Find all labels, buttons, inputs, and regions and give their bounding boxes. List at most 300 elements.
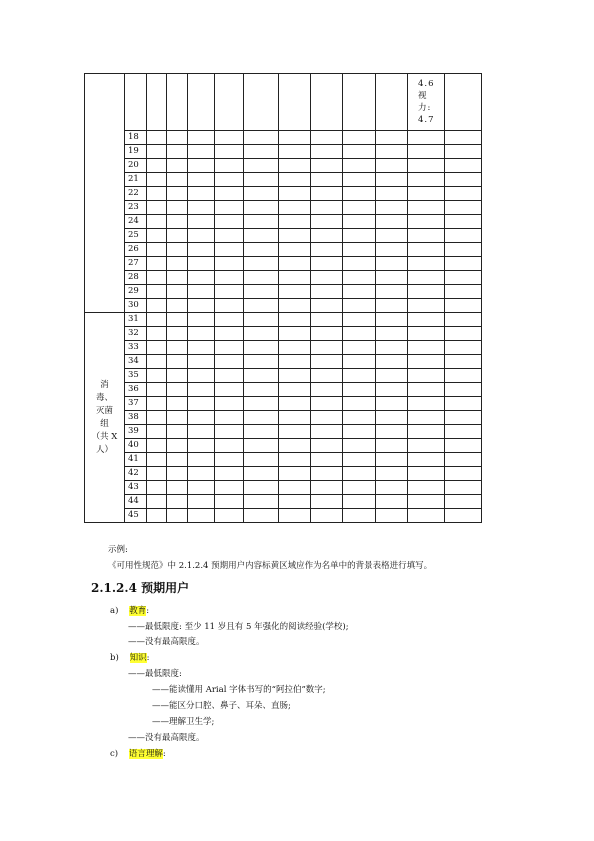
table-cell: [343, 159, 376, 173]
table-cell: [311, 145, 343, 159]
table-cell: [376, 509, 408, 523]
table-cell: [188, 327, 215, 341]
table-cell: [343, 355, 376, 369]
table-cell: [311, 299, 343, 313]
table-cell: [279, 215, 311, 229]
item-a: a) 教育:: [110, 606, 150, 616]
table-cell: [279, 243, 311, 257]
table-cell: [188, 481, 215, 495]
table-cell: [215, 425, 244, 439]
table-cell: [215, 285, 244, 299]
row-number: 45: [125, 509, 147, 523]
table-cell: [147, 481, 167, 495]
table-cell: [445, 299, 482, 313]
table-row: [85, 229, 482, 243]
table-cell: [311, 341, 343, 355]
row-number: 44: [125, 495, 147, 509]
table-cell: [279, 467, 311, 481]
table-cell: [408, 299, 445, 313]
table-cell: [343, 481, 376, 495]
table-row: [85, 341, 482, 355]
table-cell: [215, 145, 244, 159]
table-cell: [279, 453, 311, 467]
table-cell: [167, 383, 188, 397]
table-cell: [147, 285, 167, 299]
table-cell: [244, 453, 279, 467]
row-number: 41: [125, 453, 147, 467]
table-cell: [167, 299, 188, 313]
table-cell: [279, 257, 311, 271]
item-a-min: ——最低限度: 至少 11 岁且有 5 年强化的阅读经验(学校);: [128, 622, 349, 632]
table-cell: [167, 173, 188, 187]
example-text: 《可用性规范》中 2.1.2.4 预期用户内容标黄区域应作为名单中的背景表格进行填写。: [108, 561, 433, 571]
table-cell: [376, 397, 408, 411]
row-number: 42: [125, 467, 147, 481]
table-cell: [279, 271, 311, 285]
table-cell: [376, 495, 408, 509]
table-cell: [244, 425, 279, 439]
table-cell: [244, 467, 279, 481]
table-cell: [311, 467, 343, 481]
table-cell: [167, 159, 188, 173]
table-cell: [147, 355, 167, 369]
table-cell: [215, 201, 244, 215]
table-cell: [188, 411, 215, 425]
row-number: 25: [125, 229, 147, 243]
table-cell: [376, 145, 408, 159]
table-cell: [188, 467, 215, 481]
table-cell: [311, 439, 343, 453]
header-cell: [244, 74, 279, 131]
table-row: [85, 425, 482, 439]
table-cell: [279, 299, 311, 313]
table-cell: [279, 481, 311, 495]
table-cell: [167, 411, 188, 425]
table-row: [85, 467, 482, 481]
table-cell: [215, 481, 244, 495]
table-cell: [376, 369, 408, 383]
table-cell: [188, 187, 215, 201]
table-cell: [147, 187, 167, 201]
table-cell: [376, 453, 408, 467]
table-cell: [445, 131, 482, 145]
table-row: [85, 355, 482, 369]
table-cell: [343, 257, 376, 271]
row-number: 21: [125, 173, 147, 187]
table-cell: [408, 481, 445, 495]
table-row: [85, 495, 482, 509]
table-row: [85, 299, 482, 313]
table-row: [85, 397, 482, 411]
table-cell: [376, 355, 408, 369]
table-cell: [188, 229, 215, 243]
table-cell: [244, 341, 279, 355]
table-cell: [188, 425, 215, 439]
table-cell: [445, 369, 482, 383]
table-cell: [188, 453, 215, 467]
table-cell: [376, 341, 408, 355]
table-cell: [376, 159, 408, 173]
table-row: [85, 257, 482, 271]
table-cell: [147, 509, 167, 523]
header-cell: [188, 74, 215, 131]
item-b: b) 知识:: [110, 653, 150, 663]
row-number: 31: [125, 313, 147, 327]
table-row: [85, 453, 482, 467]
table-cell: [445, 159, 482, 173]
table-cell: [167, 495, 188, 509]
table-cell: [343, 341, 376, 355]
table-row: [85, 215, 482, 229]
table-cell: [343, 327, 376, 341]
table-cell: [279, 397, 311, 411]
table-cell: [311, 131, 343, 145]
header-cell: [311, 74, 343, 131]
table-cell: [343, 187, 376, 201]
table-cell: [343, 229, 376, 243]
table-cell: [311, 481, 343, 495]
table-cell: [188, 355, 215, 369]
table-cell: [445, 313, 482, 327]
table-cell: [279, 383, 311, 397]
group-label-line: （共 X: [91, 431, 118, 442]
table-cell: [311, 229, 343, 243]
row-number: 36: [125, 383, 147, 397]
table-cell: [311, 285, 343, 299]
header-cell: [147, 74, 167, 131]
table-cell: [408, 509, 445, 523]
table-cell: [147, 271, 167, 285]
table-cell: [311, 411, 343, 425]
table-cell: [343, 397, 376, 411]
table-cell: [244, 411, 279, 425]
table-row: [85, 145, 482, 159]
row-number: 33: [125, 341, 147, 355]
table-cell: [343, 495, 376, 509]
table-cell: [376, 187, 408, 201]
table-cell: [311, 159, 343, 173]
table-cell: [244, 369, 279, 383]
table-cell: [244, 397, 279, 411]
row-number: 32: [125, 327, 147, 341]
table-cell: [376, 299, 408, 313]
table-cell: [445, 509, 482, 523]
table-cell: [167, 481, 188, 495]
table-cell: [188, 145, 215, 159]
table-cell: [408, 257, 445, 271]
table-cell: [244, 327, 279, 341]
row-number: 35: [125, 369, 147, 383]
header-cell: [167, 74, 188, 131]
table-cell: [167, 229, 188, 243]
table-cell: [279, 411, 311, 425]
table-cell: [376, 383, 408, 397]
table-cell: [244, 187, 279, 201]
table-cell: [167, 215, 188, 229]
table-cell: [147, 229, 167, 243]
table-cell: [167, 439, 188, 453]
row-number: 22: [125, 187, 147, 201]
table-header-row: [85, 74, 482, 131]
table-cell: [343, 467, 376, 481]
table-cell: [445, 257, 482, 271]
row-number: 40: [125, 439, 147, 453]
table-cell: [147, 341, 167, 355]
table-cell: [279, 341, 311, 355]
table-cell: [215, 509, 244, 523]
table-cell: [147, 201, 167, 215]
table-cell: [343, 369, 376, 383]
table-cell: [376, 285, 408, 299]
table-cell: [279, 327, 311, 341]
row-number: 26: [125, 243, 147, 257]
table-cell: [311, 355, 343, 369]
table-cell: [279, 145, 311, 159]
section-heading: 2.1.2.4 预期用户: [91, 581, 190, 595]
table-row: [85, 285, 482, 299]
table-cell: [343, 131, 376, 145]
table-cell: [376, 229, 408, 243]
table-cell: [215, 215, 244, 229]
table-cell: [215, 271, 244, 285]
table-cell: [147, 453, 167, 467]
table-cell: [343, 201, 376, 215]
table-cell: [167, 397, 188, 411]
table-cell: [279, 509, 311, 523]
item-c-title: 语言理解: [128, 749, 163, 759]
row-number: 43: [125, 481, 147, 495]
table-cell: [167, 257, 188, 271]
table-cell: [445, 411, 482, 425]
table-cell: [215, 495, 244, 509]
header-cell: [376, 74, 408, 131]
table-cell: [215, 229, 244, 243]
header-cell: [343, 74, 376, 131]
table-cell: [311, 271, 343, 285]
table-cell: [279, 173, 311, 187]
vision-header-line: 4.6: [418, 78, 435, 89]
table-cell: [343, 383, 376, 397]
table-cell: [147, 299, 167, 313]
item-b-title: 知识: [129, 653, 147, 663]
table-cell: [167, 243, 188, 257]
row-number: 24: [125, 215, 147, 229]
table-cell: [188, 439, 215, 453]
table-cell: [408, 173, 445, 187]
table-cell: [244, 257, 279, 271]
table-cell: [445, 397, 482, 411]
table-cell: [188, 299, 215, 313]
table-cell: [244, 495, 279, 509]
table-row: [85, 383, 482, 397]
table-cell: [215, 369, 244, 383]
table-cell: [343, 145, 376, 159]
table-cell: [311, 257, 343, 271]
table-cell: [445, 271, 482, 285]
table-row: [85, 509, 482, 523]
item-b-max: ——没有最高限度。: [128, 733, 205, 743]
row-number: 29: [125, 285, 147, 299]
table-cell: [167, 355, 188, 369]
table-cell: [311, 243, 343, 257]
table-cell: [167, 201, 188, 215]
table-cell: [311, 327, 343, 341]
table-cell: [408, 187, 445, 201]
table-cell: [279, 229, 311, 243]
table-cell: [215, 397, 244, 411]
table-cell: [408, 131, 445, 145]
table-cell: [147, 173, 167, 187]
table-cell: [188, 271, 215, 285]
table-cell: [311, 313, 343, 327]
table-cell: [311, 187, 343, 201]
table-cell: [445, 327, 482, 341]
table-cell: [147, 439, 167, 453]
table-cell: [376, 271, 408, 285]
table-cell: [343, 453, 376, 467]
table-cell: [244, 145, 279, 159]
table-cell: [188, 397, 215, 411]
row-number: 30: [125, 299, 147, 313]
table-cell: [445, 201, 482, 215]
vision-header-line: 力:: [418, 102, 432, 113]
table-row: [85, 131, 482, 145]
row-number: 38: [125, 411, 147, 425]
table-cell: [408, 341, 445, 355]
table-cell: [445, 481, 482, 495]
table-cell: [167, 131, 188, 145]
table-cell: [244, 201, 279, 215]
table-cell: [408, 383, 445, 397]
table-cell: [215, 299, 244, 313]
table-row: [85, 327, 482, 341]
table-cell: [188, 369, 215, 383]
item-c: c) 语言理解:: [110, 749, 166, 759]
table-cell: [445, 467, 482, 481]
table-row: [85, 243, 482, 257]
table-row: [85, 313, 482, 327]
table-cell: [215, 383, 244, 397]
table-cell: [244, 355, 279, 369]
table-cell: [408, 285, 445, 299]
table-cell: [343, 425, 376, 439]
table-cell: [408, 313, 445, 327]
vision-header-line: 视: [418, 90, 428, 101]
table-cell: [408, 425, 445, 439]
row-number: 37: [125, 397, 147, 411]
table-cell: [215, 467, 244, 481]
table-cell: [311, 495, 343, 509]
table-cell: [311, 453, 343, 467]
table-cell: [311, 397, 343, 411]
table-cell: [311, 509, 343, 523]
table-cell: [343, 299, 376, 313]
table-cell: [167, 285, 188, 299]
group-label-line: 人）: [95, 444, 113, 455]
table-cell: [215, 131, 244, 145]
table-cell: [279, 425, 311, 439]
table-cell: [408, 215, 445, 229]
table-cell: [244, 159, 279, 173]
row-number: 39: [125, 425, 147, 439]
table-cell: [343, 509, 376, 523]
table-cell: [147, 467, 167, 481]
row-number: 23: [125, 201, 147, 215]
table-cell: [147, 215, 167, 229]
table-cell: [408, 327, 445, 341]
header-cell: [125, 74, 147, 131]
table-cell: [147, 243, 167, 257]
table-cell: [343, 173, 376, 187]
row-number: 18: [125, 131, 147, 145]
table-cell: [343, 411, 376, 425]
table-cell: [215, 313, 244, 327]
table-cell: [445, 439, 482, 453]
table-row: [85, 159, 482, 173]
table-row: [85, 271, 482, 285]
table-cell: [244, 243, 279, 257]
table-cell: [167, 369, 188, 383]
table-cell: [343, 271, 376, 285]
item-b-min: ——最低限度:: [128, 669, 182, 679]
table-cell: [167, 327, 188, 341]
table-cell: [244, 313, 279, 327]
table-cell: [376, 327, 408, 341]
table-cell: [408, 495, 445, 509]
table-cell: [188, 509, 215, 523]
table-cell: [279, 355, 311, 369]
table-cell: [147, 397, 167, 411]
table-cell: [215, 159, 244, 173]
row-number: 27: [125, 257, 147, 271]
table-cell: [215, 187, 244, 201]
table-cell: [167, 467, 188, 481]
table-cell: [147, 383, 167, 397]
table-cell: [147, 131, 167, 145]
table-cell: [279, 187, 311, 201]
table-cell: [188, 243, 215, 257]
table-cell: [215, 327, 244, 341]
table-cell: [147, 327, 167, 341]
table-cell: [244, 131, 279, 145]
table-cell: [167, 509, 188, 523]
header-cell: [279, 74, 311, 131]
table-row: [85, 201, 482, 215]
group-cell-upper: [85, 74, 125, 313]
table-cell: [147, 411, 167, 425]
table-cell: [376, 481, 408, 495]
table-cell: [408, 369, 445, 383]
table-cell: [311, 201, 343, 215]
table-cell: [167, 341, 188, 355]
table-cell: [279, 313, 311, 327]
table-cell: [408, 229, 445, 243]
table-row: [85, 173, 482, 187]
vision-header-cell: [408, 74, 445, 131]
table-cell: [343, 439, 376, 453]
table-cell: [147, 425, 167, 439]
table-cell: [244, 215, 279, 229]
table-cell: [376, 411, 408, 425]
table-cell: [188, 383, 215, 397]
table-cell: [244, 173, 279, 187]
item-a-max: ——没有最高限度。: [128, 637, 205, 647]
table-cell: [311, 173, 343, 187]
vision-header-line: 4.7: [418, 114, 435, 125]
table-cell: [408, 411, 445, 425]
table-cell: [147, 313, 167, 327]
table-cell: [279, 439, 311, 453]
